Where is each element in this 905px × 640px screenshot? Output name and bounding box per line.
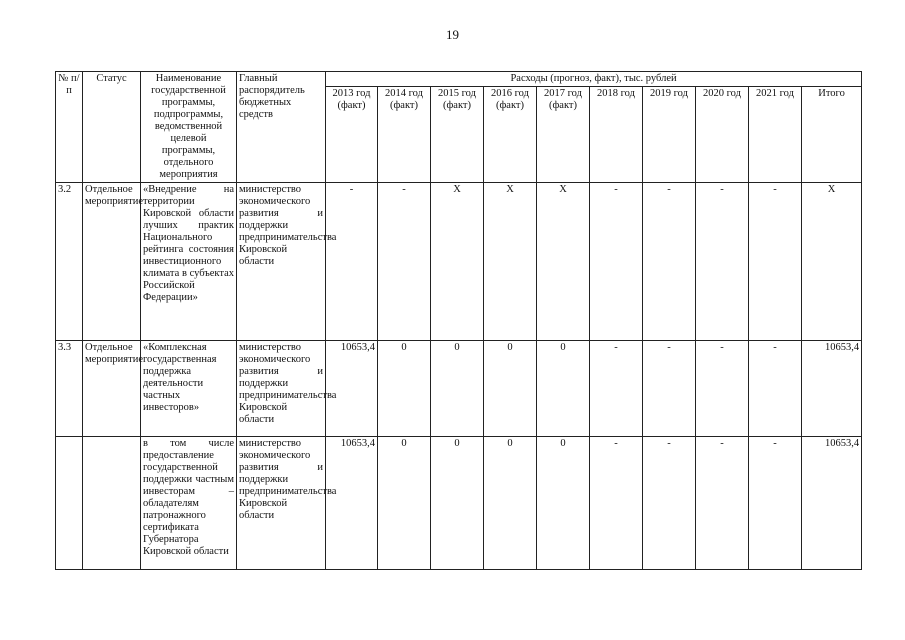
row-value: 0 (484, 437, 537, 570)
row-value: 10653,4 (326, 437, 378, 570)
row-value: 10653,4 (326, 341, 378, 437)
row-manager: министерство экономического развития и поддержки предпринимательства Кировской области (237, 437, 326, 570)
row-value: - (643, 341, 696, 437)
row-name: в том числе предоставление государственной поддержки частным инвесторам – обладателям патронажного сертификата Губернатора Кировской области (141, 437, 237, 570)
row-value: - (590, 183, 643, 341)
row-value: 0 (431, 341, 484, 437)
row-name: «Комплексная государственная поддержка деятельности частных инвесторов» (141, 341, 237, 437)
header-row (56, 72, 862, 87)
row-value: Х (537, 183, 590, 341)
row-value: Х (431, 183, 484, 341)
page-number: 19 (446, 27, 459, 42)
row-manager: министерство экономического развития и поддержки предпринимательства Кировской области (237, 341, 326, 437)
header-year: 2021 год (749, 87, 802, 183)
row-value: - (590, 437, 643, 570)
header-total: Итого (802, 87, 862, 183)
row-total: 10653,4 (802, 437, 862, 570)
row-value: 0 (378, 341, 431, 437)
header-year: 2013 год (факт) (326, 87, 378, 183)
header-num: № п/п (56, 72, 83, 183)
row-value: - (643, 437, 696, 570)
row-total: 10653,4 (802, 341, 862, 437)
row-status: Отдельное мероприятие (83, 341, 141, 437)
row-value: - (643, 183, 696, 341)
header-year: 2015 год (факт) (431, 87, 484, 183)
row-value: - (590, 341, 643, 437)
header-year: 2020 год (696, 87, 749, 183)
row-num: 3.2 (56, 183, 83, 341)
row-status: Отдельное мероприятие (83, 183, 141, 341)
row-num (56, 437, 83, 570)
row-value: - (749, 183, 802, 341)
header-year: 2018 год (590, 87, 643, 183)
row-manager: министерство экономического развития и поддержки предпринимательства Кировской области (237, 183, 326, 341)
expenses-table (55, 71, 862, 570)
row-value: - (326, 183, 378, 341)
row-total: Х (802, 183, 862, 341)
row-value: 0 (484, 341, 537, 437)
row-value: - (696, 183, 749, 341)
header-expenses: Расходы (прогноз, факт), тыс. рублей (326, 72, 862, 87)
row-value: - (749, 341, 802, 437)
row-value: - (696, 341, 749, 437)
header-year: 2019 год (643, 87, 696, 183)
row-value: 0 (537, 437, 590, 570)
row-value: 0 (378, 437, 431, 570)
header-manager: Главный распорядитель бюджетных средств (237, 72, 326, 183)
table-row (56, 341, 862, 437)
header-year: 2017 год (факт) (537, 87, 590, 183)
row-value: - (696, 437, 749, 570)
row-value: - (378, 183, 431, 341)
header-name: Наименование государственной программы, подпрограммы, ведомственной целевой программы, отдельного мероприятия (141, 72, 237, 183)
row-value: 0 (431, 437, 484, 570)
header-year: 2014 год (факт) (378, 87, 431, 183)
row-value: 0 (537, 341, 590, 437)
row-status (83, 437, 141, 570)
row-num: 3.3 (56, 341, 83, 437)
row-value: - (749, 437, 802, 570)
row-name: «Внедрение на территории Кировской области лучших практик Национального рейтинга состояния инвестиционного климата в субъектах Российской Федерации» (141, 183, 237, 341)
table-row (56, 437, 862, 570)
row-value: Х (484, 183, 537, 341)
header-year: 2016 год (факт) (484, 87, 537, 183)
header-status: Статус (83, 72, 141, 183)
table-row (56, 183, 862, 341)
